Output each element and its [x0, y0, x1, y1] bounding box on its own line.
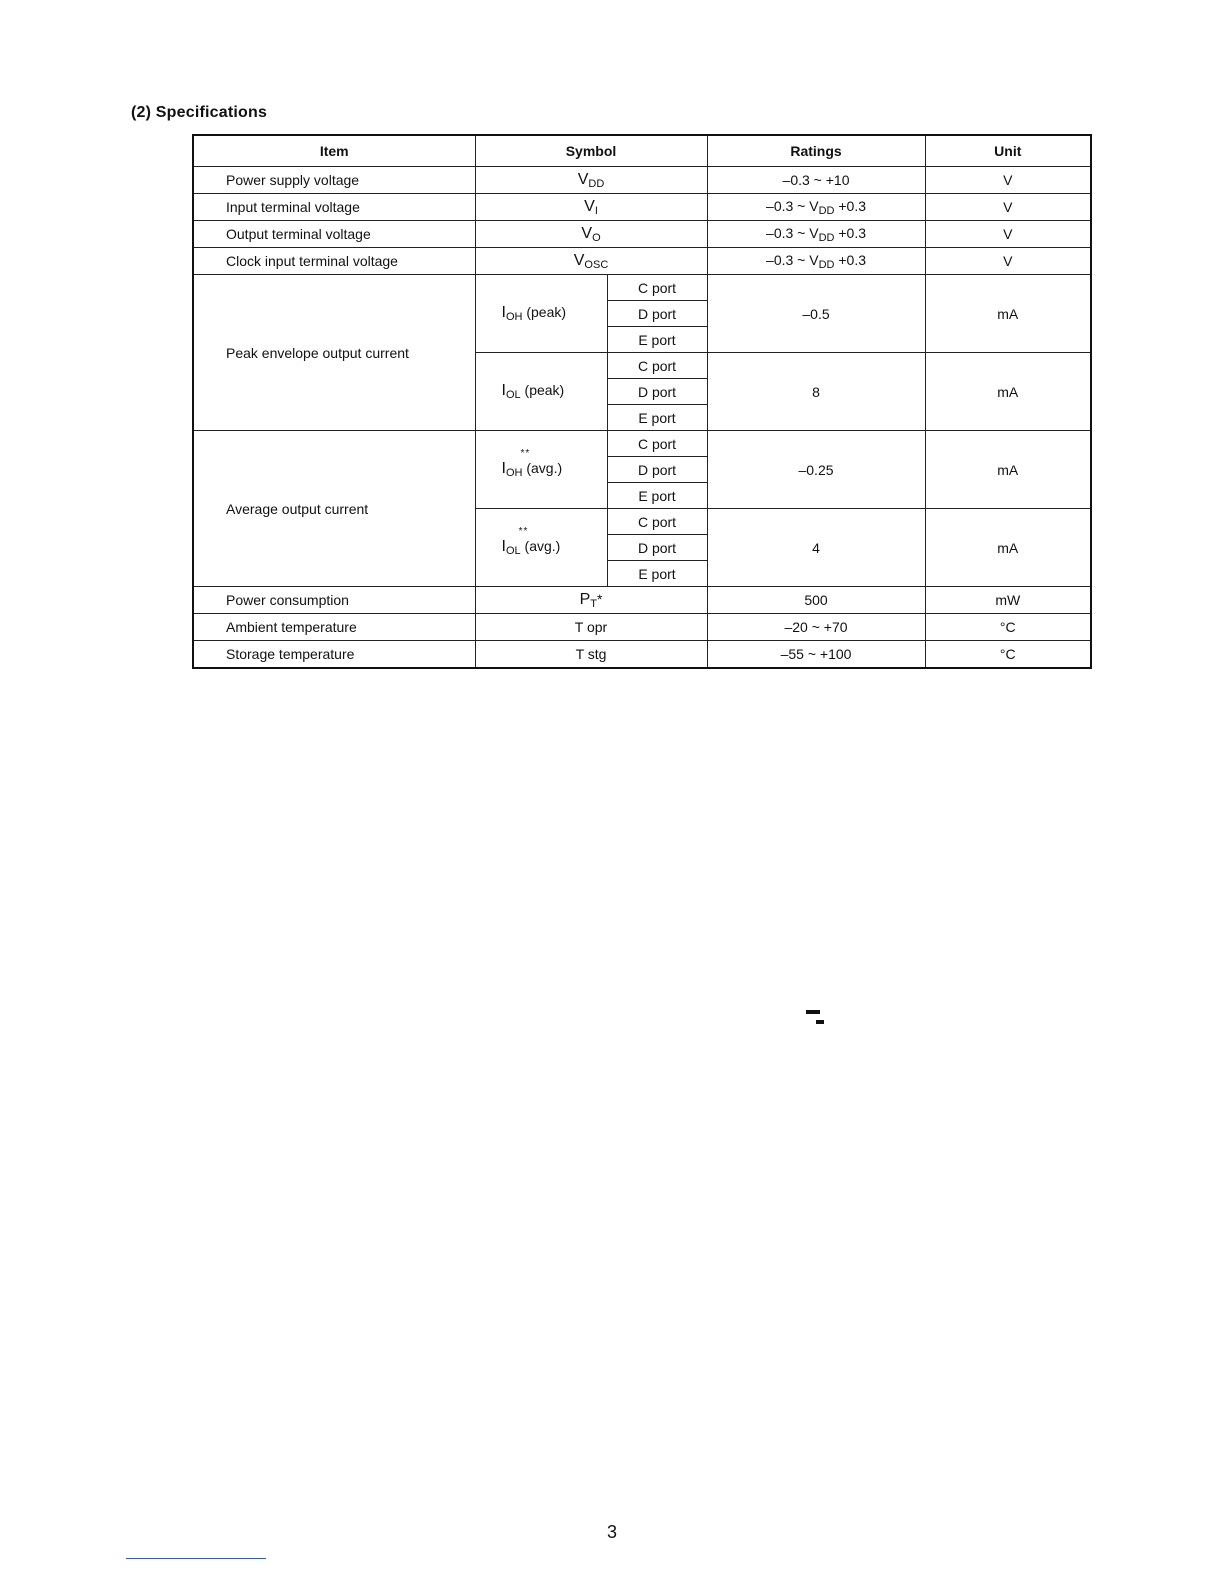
port-cell: E port — [607, 327, 707, 353]
table-row — [193, 275, 1091, 301]
scan-speck — [816, 1020, 824, 1024]
unit-cell: V — [925, 194, 1091, 221]
header-ratings: Ratings — [707, 135, 925, 167]
unit-cell: mA — [925, 275, 1091, 353]
port-cell: D port — [607, 301, 707, 327]
rating-cell: –0.25 — [707, 431, 925, 509]
table-row — [193, 248, 1091, 275]
unit-cell: mA — [925, 353, 1091, 431]
table-row — [193, 221, 1091, 248]
table-row — [193, 614, 1091, 641]
item-cell: Output terminal voltage — [193, 221, 475, 248]
port-cell: C port — [607, 275, 707, 301]
symbol-cell: T opr — [475, 614, 707, 641]
footnote-marker: ** — [518, 526, 529, 537]
symbol-cell: $P_T*$ — [475, 587, 707, 614]
header-item: Item — [193, 135, 475, 167]
header-symbol: Symbol — [475, 135, 707, 167]
symbol-cell: $I_{OH}$ ** (avg.) — [475, 431, 607, 509]
rating-cell: –20 ~ +70 — [707, 614, 925, 641]
rating-cell: –0.5 — [707, 275, 925, 353]
rating-cell: 8 — [707, 353, 925, 431]
unit-cell: mA — [925, 509, 1091, 587]
specifications-table — [192, 134, 1092, 669]
item-cell: Power consumption — [193, 587, 475, 614]
port-cell: C port — [607, 509, 707, 535]
unit-cell: °C — [925, 641, 1091, 669]
page-number: 3 — [606, 1522, 617, 1542]
table-row — [193, 167, 1091, 194]
item-cell: Power supply voltage — [193, 167, 475, 194]
port-cell: E port — [607, 483, 707, 509]
symbol-cell: T stg — [475, 641, 707, 669]
symbol-cell: $I_{OL}$ (peak) — [475, 353, 607, 431]
footnote-marker: ** — [520, 448, 531, 459]
port-cell: D port — [607, 379, 707, 405]
symbol-cell: $V_{OSC}$ — [475, 248, 707, 275]
item-cell: Peak envelope output current — [193, 275, 475, 431]
port-cell: E port — [607, 561, 707, 587]
scan-speck — [806, 1010, 820, 1014]
unit-cell: mW — [925, 587, 1091, 614]
item-cell: Input terminal voltage — [193, 194, 475, 221]
item-cell: Average output current — [193, 431, 475, 587]
table-header-row — [193, 135, 1091, 167]
port-cell: D port — [607, 535, 707, 561]
port-cell: D port — [607, 457, 707, 483]
port-cell: C port — [607, 431, 707, 457]
section-title: (2) Specifications — [131, 104, 268, 121]
unit-cell: V — [925, 167, 1091, 194]
rating-cell: –0.3 ~ $V_{DD} +0.3$ — [707, 221, 925, 248]
unit-cell: V — [925, 221, 1091, 248]
unit-cell: °C — [925, 614, 1091, 641]
header-unit: Unit — [925, 135, 1091, 167]
table-row — [193, 641, 1091, 669]
rating-cell: –0.3 ~ $V_{DD} +0.3$ — [707, 248, 925, 275]
rating-cell: –0.3 ~ +10 — [707, 167, 925, 194]
port-cell: C port — [607, 353, 707, 379]
symbol-cell: $V_I$ — [475, 194, 707, 221]
rating-cell: –0.3 ~ $V_{DD} +0.3$ — [707, 194, 925, 221]
footer-rule — [126, 1558, 266, 1559]
unit-cell: V — [925, 248, 1091, 275]
symbol-cell: $V_O$ — [475, 221, 707, 248]
table-row — [193, 194, 1091, 221]
symbol-cell: $I_{OH}$ (peak) — [475, 275, 607, 353]
symbol-cell: $I_{OL}$ ** (avg.) — [475, 509, 607, 587]
item-cell: Clock input terminal voltage — [193, 248, 475, 275]
rating-cell: –55 ~ +100 — [707, 641, 925, 669]
table-row — [193, 431, 1091, 457]
unit-cell: mA — [925, 431, 1091, 509]
symbol-cell: $V_{DD}$ — [475, 167, 707, 194]
rating-cell: 500 — [707, 587, 925, 614]
port-cell: E port — [607, 405, 707, 431]
table-row — [193, 587, 1091, 614]
item-cell: Ambient temperature — [193, 614, 475, 641]
rating-cell: 4 — [707, 509, 925, 587]
item-cell: Storage temperature — [193, 641, 475, 669]
